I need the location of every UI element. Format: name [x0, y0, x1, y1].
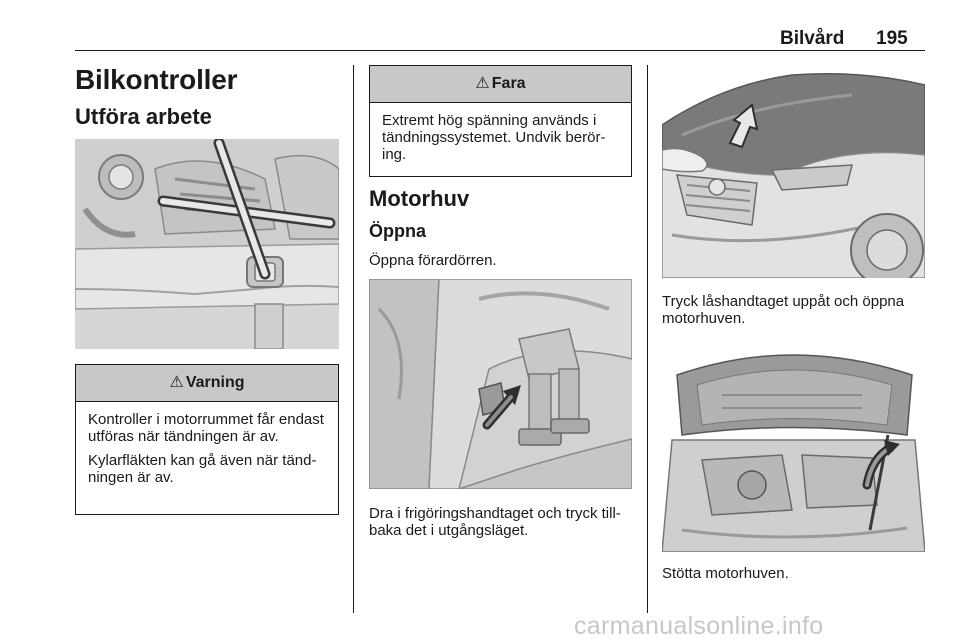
running-header-section: Bilvård	[780, 28, 845, 49]
warning-paragraph-1: Kontroller i motorrummet får endast utföras när tändningen är av.	[88, 411, 324, 445]
chapter-title: Bilkontroller	[75, 64, 238, 95]
instruction-support-hood: Stötta motorhuven.	[662, 565, 789, 582]
warning-triangle-icon: ⚠	[475, 75, 490, 92]
danger-paragraph-1: Extremt hög spänning används i tändningssystemet. Undvik berör-ing.	[382, 112, 606, 163]
header-rule	[75, 50, 925, 51]
instruction-push-latch-open-hood: Tryck låshandtaget uppåt och öppna motorhuven.	[662, 293, 905, 327]
danger-box-body	[370, 103, 631, 171]
hood-release-handle-illustration	[369, 279, 632, 489]
section-title-motorhuv: Motorhuv	[369, 186, 470, 211]
danger-box-title: Fara	[491, 75, 526, 92]
page-number: 195	[876, 28, 908, 49]
warning-box	[75, 364, 339, 515]
instruction-open-door: Öppna förardörren.	[369, 252, 497, 269]
subsection-title-oppna: Öppna	[369, 221, 426, 241]
watermark: carmanualsonline.info	[574, 612, 824, 640]
car-hood-latch-illustration	[662, 65, 925, 278]
section-title-utfora-arbete: Utföra arbete	[75, 104, 212, 129]
column-divider-1	[353, 65, 354, 613]
warning-box-header	[76, 365, 338, 402]
danger-box	[369, 65, 632, 177]
warning-box-body	[76, 402, 338, 494]
warning-triangle-icon: ⚠	[169, 374, 184, 391]
warning-box-title: Varning	[185, 374, 245, 391]
danger-box-header	[370, 66, 631, 103]
instruction-pull-release-handle: Dra i frigöringshandtaget och tryck till-baka det i utgångsläget.	[369, 505, 621, 539]
hood-prop-rod-illustration	[662, 340, 925, 552]
warning-paragraph-2: Kylarfläkten kan gå även när tänd-ningen är av.	[88, 452, 317, 486]
column-divider-2	[647, 65, 648, 613]
engine-bay-illustration	[75, 139, 339, 349]
